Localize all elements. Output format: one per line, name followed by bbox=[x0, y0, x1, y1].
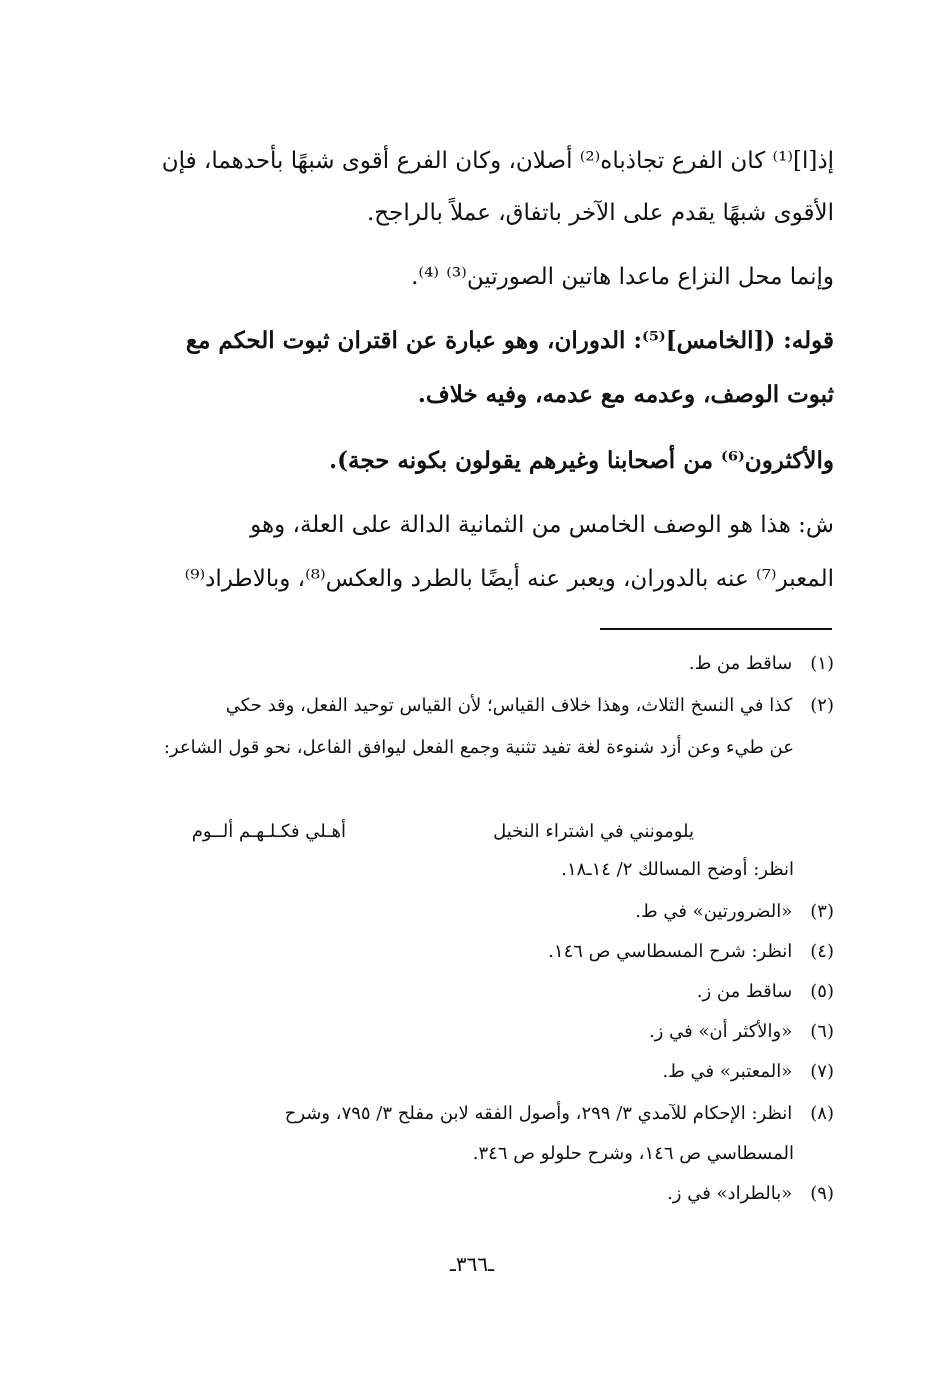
footnote-text: «والأكثر أن» في ز. bbox=[648, 1021, 793, 1042]
footnote-2 bbox=[110, 692, 834, 720]
footnote-text: «المعتبر» في ط. bbox=[662, 1061, 793, 1082]
footnote-7 bbox=[110, 1058, 834, 1086]
body-line-1: إذ[ا]⁽¹⁾ كان الفرع تجاذباه⁽²⁾ أصلان، وكان الفرع أقوى شبهًا بأحدهما، فإن bbox=[161, 148, 834, 174]
footnote-3 bbox=[110, 898, 834, 926]
footnote-text: انظر: الإحكام للآمدي ٣/ ٢٩٩، وأصول الفقه لابن مفلح ٣/ ٧٩٥، وشرح bbox=[284, 1103, 793, 1124]
footnote-text: «بالطراد» في ز. bbox=[667, 1183, 793, 1204]
footnote-5 bbox=[110, 978, 834, 1006]
footnote-number: (٩) bbox=[810, 1183, 834, 1204]
page-number: ـ٣٦٦ـ bbox=[450, 1252, 494, 1276]
footnote-number: (٤) bbox=[810, 941, 834, 962]
footnote-1 bbox=[110, 650, 834, 678]
footnote-8-continuation: المسطاسي ص ١٤٦، وشرح حلولو ص ٣٤٦. bbox=[472, 1143, 794, 1164]
footnote-2-continuation: عن طيء وعن أزد شنوءة لغة تفيد تثنية وجمع الفعل ليوافق الفاعل، نحو قول الشاعر: bbox=[163, 737, 794, 758]
footnote-text: انظر: شرح المسطاسي ص ١٤٦. bbox=[548, 941, 793, 962]
footnote-6 bbox=[110, 1018, 834, 1046]
footnote-number: (١) bbox=[810, 653, 834, 674]
footnote-text: ساقط من ط. bbox=[688, 653, 793, 674]
footnote-text: ساقط من ز. bbox=[696, 981, 793, 1002]
body-line-8: المعبر⁽⁷⁾ عنه بالدوران، ويعبر عنه أيضًا بالطرد والعكس⁽⁸⁾، وبالاطراد⁽⁹⁾ bbox=[184, 566, 834, 592]
footnote-text: كذا في النسخ الثلاث، وهذا خلاف القياس؛ لأن القياس توحيد الفعل، وقد حكي bbox=[225, 695, 793, 716]
footnote-number: (٦) bbox=[810, 1021, 834, 1042]
footnote-number: (٧) bbox=[810, 1061, 834, 1082]
body-line-3: وإنما محل النزاع ماعدا هاتين الصورتين⁽³⁾ ⁽⁴⁾. bbox=[411, 264, 834, 290]
footnote-text: «الضرورتين» في ط. bbox=[635, 901, 793, 922]
footnote-9 bbox=[110, 1180, 834, 1208]
footnote-number: (٢) bbox=[810, 695, 834, 716]
footnote-number: (٨) bbox=[810, 1103, 834, 1124]
body-line-6: والأكثرون⁽⁶⁾ من أصحابنا وغيرهم يقولون بكونه حجة). bbox=[329, 447, 834, 474]
footnote-number: (٣) bbox=[810, 901, 834, 922]
verse-second-hemistich: أهـلي فكـلـهـم ألــوم bbox=[191, 821, 346, 842]
verse-reference: انظر: أوضح المسالك ٢/ ١٤ـ١٨. bbox=[561, 859, 794, 880]
footnote-divider bbox=[600, 628, 832, 630]
body-line-4: قوله: ([الخامس]⁽⁵⁾: الدوران، وهو عبارة عن اقتران ثبوت الحكم مع bbox=[185, 327, 834, 354]
body-line-5: ثبوت الوصف، وعدمه مع عدمه، وفيه خلاف. bbox=[417, 381, 834, 408]
footnote-8 bbox=[110, 1100, 834, 1128]
footnote-4 bbox=[110, 938, 834, 966]
footnote-number: (٥) bbox=[810, 981, 834, 1002]
body-line-2: الأقوى شبهًا يقدم على الآخر باتفاق، عملاً بالراجح. bbox=[367, 200, 834, 226]
body-line-7: ش: هذا هو الوصف الخامس من الثمانية الدالة على العلة، وهو bbox=[250, 512, 834, 538]
verse-first-hemistich: يلومونني في اشتراء النخيل bbox=[493, 821, 694, 842]
